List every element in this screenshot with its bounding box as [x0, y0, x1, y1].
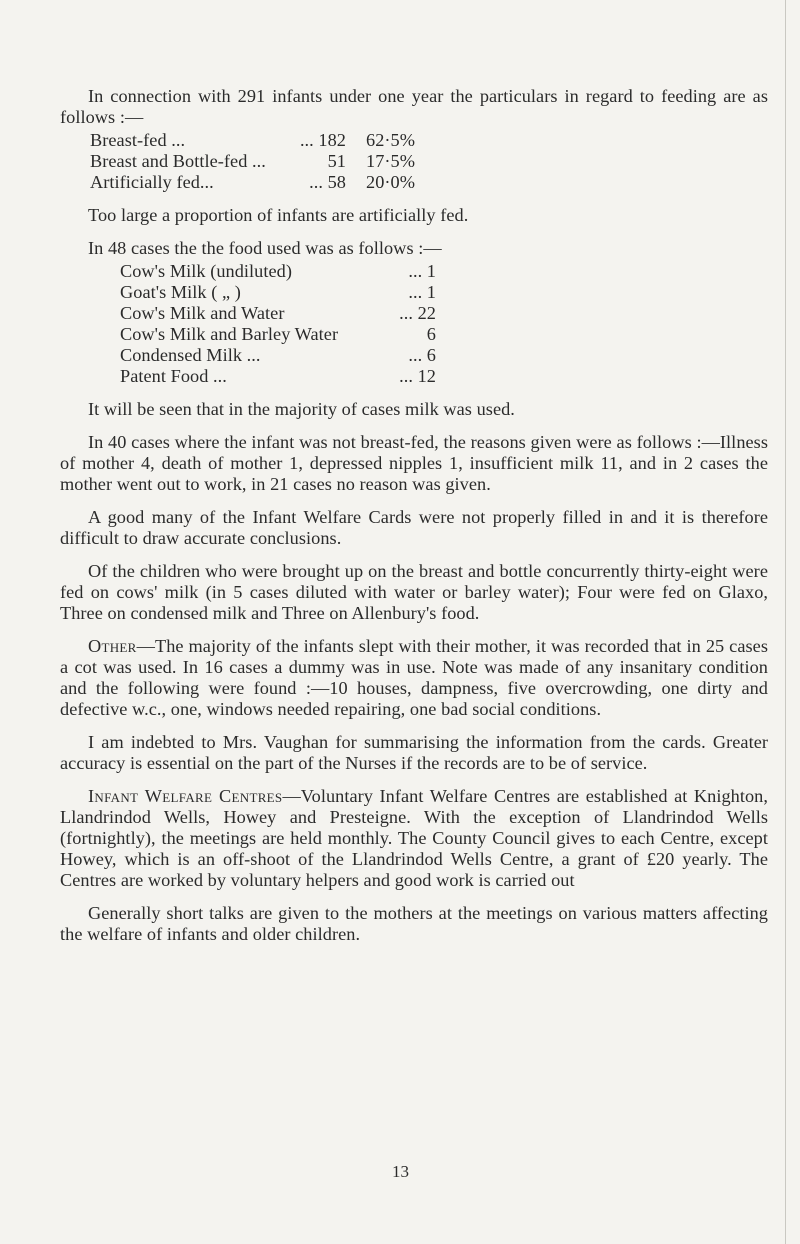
feeding-count: ... 58 — [309, 172, 346, 192]
food-label: Condensed Milk ... — [120, 345, 261, 365]
centres-heading: Infant Welfare Centres — [88, 786, 283, 806]
page-number: 13 — [392, 1162, 409, 1181]
feeding-label: Breast and Bottle-fed ... — [90, 151, 266, 171]
talks-paragraph: Generally short talks are given to the mothers at the meetings on various matters affecting the welfare of infants and older children. — [60, 903, 768, 944]
feeding-count: ... 182 — [299, 130, 346, 150]
food-count: ... 1 — [408, 261, 436, 281]
table-row — [90, 151, 466, 172]
too-large-paragraph: Too large a proportion of infants are artificially fed. — [88, 205, 469, 225]
food-count: ... 6 — [408, 345, 436, 365]
food-table — [120, 261, 436, 387]
table-row — [120, 345, 436, 366]
food-count: ... 22 — [399, 303, 436, 323]
feeding-percent: 17·5% — [366, 151, 415, 171]
food-count: ... 1 — [408, 282, 436, 302]
reasons-paragraph: In 40 cases where the infant was not breast-fed, the reasons given were as follows :—Illness of mother 4, death of mother 1, depressed nipples 1, insufficient milk 11, and in 2 cases the mother went out to work, in 21 cases no reason was given. — [60, 432, 768, 494]
feeding-label: Artificially fed... — [90, 172, 214, 192]
food-label: Cow's Milk (undiluted) — [120, 261, 292, 281]
food-label: Goat's Milk ( „ ) — [120, 282, 241, 302]
feeding-table — [90, 130, 466, 193]
centres-body: —Voluntary Infant Welfare Centres are established at Knighton, Llandrindod Wells, Howey and Presteigne. With the exception of Llandrindod Wells (fortnightly), the meetings are held monthly. The County Council gives to each Centre, except Howey, which is an off-shoot of the Llandrindod Wells Centre, a grant of £20 yearly. The Centres are worked by voluntary helpers and good work is carried out — [60, 786, 768, 890]
intro-paragraph: In connection with 291 infants under one year the particulars in regard to feeding are as follows :— — [60, 86, 768, 127]
food-label: Cow's Milk and Water — [120, 303, 285, 323]
feeding-count: 51 — [327, 151, 346, 171]
other-heading: Other — [88, 636, 137, 656]
table-row — [120, 261, 436, 282]
page-edge-line — [785, 0, 786, 1244]
table-row — [120, 324, 436, 345]
table-row — [90, 130, 466, 151]
table-row — [120, 303, 436, 324]
other-paragraph — [60, 636, 768, 720]
food-count: ... 12 — [399, 366, 436, 386]
other-body: —The majority of the infants slept with their mother, it was recorded that in 25 cases a cot was used. In 16 cases a dummy was in use. Note was made of any insanitary condition and the following were found :—10 houses, dampness, five overcrowding, one dirty and defective w.c., one, windows needed repairing, one bad social conditions. — [60, 636, 768, 719]
table-row — [120, 282, 436, 303]
feeding-percent: 20·0% — [366, 172, 415, 192]
indebted-paragraph: I am indebted to Mrs. Vaughan for summarising the information from the cards. Greater accuracy is essential on the part of the Nurses if the records are to be of service. — [60, 732, 768, 773]
feeding-percent: 62·5% — [366, 130, 415, 150]
majority-milk-paragraph: It will be seen that in the majority of cases milk was used. — [88, 399, 515, 419]
table-row — [90, 172, 466, 193]
cards-paragraph: A good many of the Infant Welfare Cards were not properly filled in and it is therefore difficult to draw accurate conclusions. — [60, 507, 768, 548]
food-count: 6 — [426, 324, 436, 344]
food-label: Cow's Milk and Barley Water — [120, 324, 339, 344]
table-row — [120, 366, 436, 387]
cases-intro-paragraph: In 48 cases the the food used was as follows :— — [88, 238, 442, 258]
page-content — [60, 86, 768, 945]
concurrent-paragraph: Of the children who were brought up on the breast and bottle concurrently thirty-eight were fed on cows' milk (in 5 cases diluted with water or barley water); Four were fed on Glaxo, Three on condensed milk and Three on Allenbury's food. — [60, 561, 768, 623]
centres-paragraph — [60, 786, 768, 891]
feeding-label: Breast-fed ... — [90, 130, 186, 150]
food-label: Patent Food ... — [120, 366, 227, 386]
